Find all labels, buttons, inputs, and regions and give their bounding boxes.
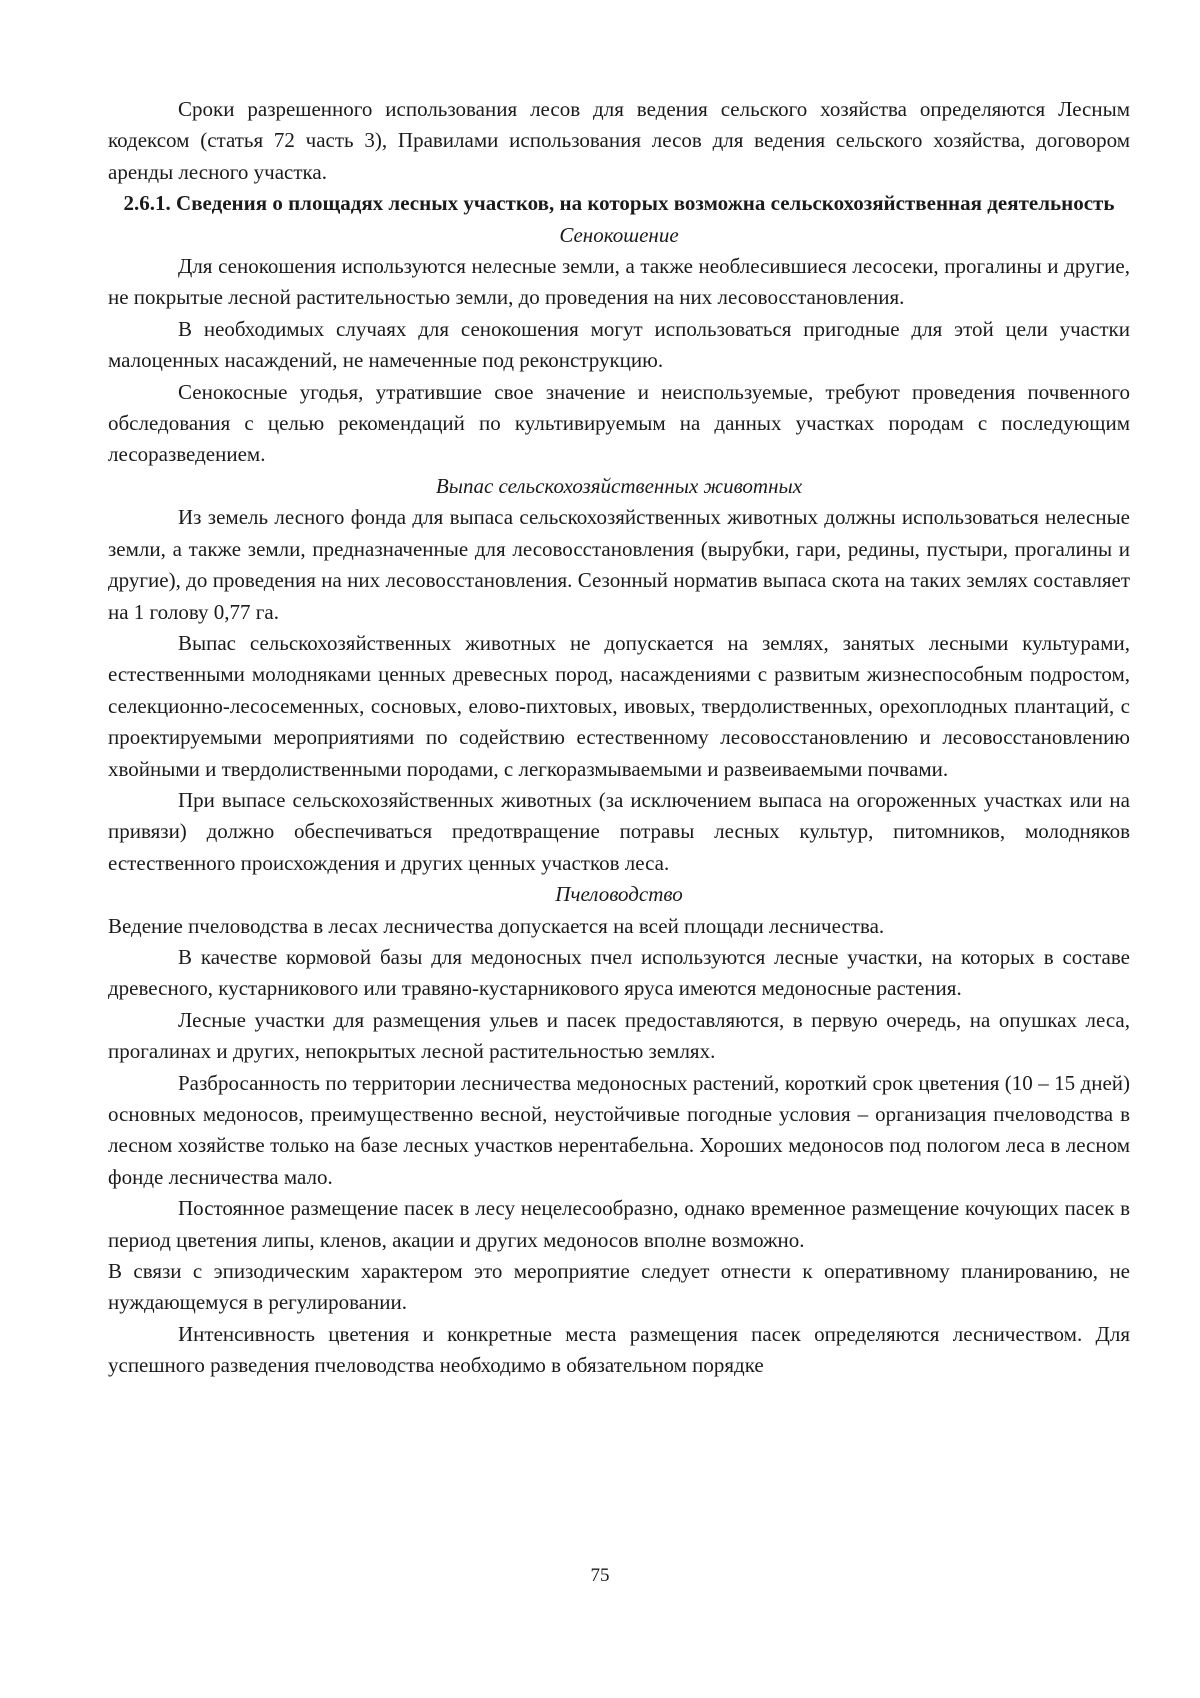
paragraph: Для сенокошения используются нелесные земли, а также необлесившиеся лесосеки, прогалины и другие, не покрытые лесной растительностью земли, до проведения на них лесовосстановления. [108, 254, 1130, 310]
paragraph: Ведение пчеловодства в лесах лесничества допускается на всей площади лесничества. [108, 913, 885, 938]
paragraph: В связи с эпизодическим характером это мероприятие следует отнести к оперативному планированию, не нуждающемуся в регулировании. [108, 1259, 1130, 1315]
document-page [108, 94, 1130, 1382]
subheading-beekeeping: Пчеловодство [555, 882, 683, 907]
intro-paragraph: Сроки разрешенного использования лесов для ведения сельского хозяйства определяются Лесным кодексом (статья 72 часть 3), Правилами использования лесов для ведения сельского хозяйства, договором аренды лесного участка. [108, 97, 1130, 184]
paragraph: Сенокосные угодья, утратившие свое значение и неиспользуемые, требуют проведения почвенного обследования с целью рекомендаций по культивируемым на данных участках породам с последующим лесоразведением. [108, 379, 1130, 467]
paragraph: При выпасе сельскохозяйственных животных (за исключением выпаса на огороженных участках или на привязи) должно обеспечиваться предотвращение потравы лесных культур, питомников, молодняков естественного происхождения и других ценных участков леса. [108, 787, 1130, 875]
paragraph: В необходимых случаях для сенокошения могут использоваться пригодные для этой цели участки малоценных насаждений, не намеченные под реконструкцию. [108, 316, 1130, 373]
paragraph: Из земель лесного фонда для выпаса сельскохозяйственных животных должны использоваться нелесные земли, а также земли, предназначенные для лесовосстановления (вырубки, гари, редины, пустыри, прогалины и другие), до проведения на них лесовосстановления. Сезонный норматив выпаса скота на таких землях составляет на 1 голову 0,77 га. [108, 505, 1130, 624]
subheading-haymaking: Сенокошение [559, 222, 679, 247]
page-number: 75 [590, 1565, 610, 1586]
subheading-grazing: Выпас сельскохозяйственных животных [435, 473, 803, 498]
section-heading: 2.6.1. Сведения о площадях лесных участков, на которых возможна сельскохозяйственная деятельность [123, 191, 1115, 216]
paragraph: Интенсивность цветения и конкретные места размещения пасек определяются лесничеством. Для успешного разведения пчеловодства необходимо в обязательном порядке [108, 1321, 1130, 1378]
paragraph: Разбросанность по территории лесничества медоносных растений, короткий срок цветения (10 – 15 дней) основных медоносов, преимущественно весной, неустойчивые погодные условия – организация пчеловодства в лесном хозяйстве только на базе лесных участков нерентабельна. Хороших медоносов под пологом леса в лесном фонде лесничества мало. [108, 1070, 1130, 1189]
paragraph: В качестве кормовой базы для медоносных пчел используются лесные участки, на которых в составе древесного, кустарникового или травяно-кустарникового яруса имеются медоносные растения. [108, 944, 1130, 1001]
paragraph: Постоянное размещение пасек в лесу нецелесообразно, однако временное размещение кочующих пасек в период цветения липы, кленов, акации и других медоносов вполне возможно. [108, 1196, 1130, 1252]
paragraph: Лесные участки для размещения ульев и пасек предоставляются, в первую очередь, на опушках леса, прогалинах и других, непокрытых лесной растительностью землях. [108, 1007, 1130, 1064]
paragraph: Выпас сельскохозяйственных животных не допускается на землях, занятых лесными культурами, естественными молодняками ценных древесных пород, насаждениями с развитым жизнеспособным подростом, селекционно-лесосеменных, сосновых, елово-пихтовых, ивовых, твердолиственных, орехоплодных плантаций, с проектируемыми мероприятиями по содействию естественному лесовосстановлению и лесовосстановлению хвойными и твердолиственными породами, с легкоразмываемыми и развеиваемыми почвами. [108, 630, 1130, 781]
